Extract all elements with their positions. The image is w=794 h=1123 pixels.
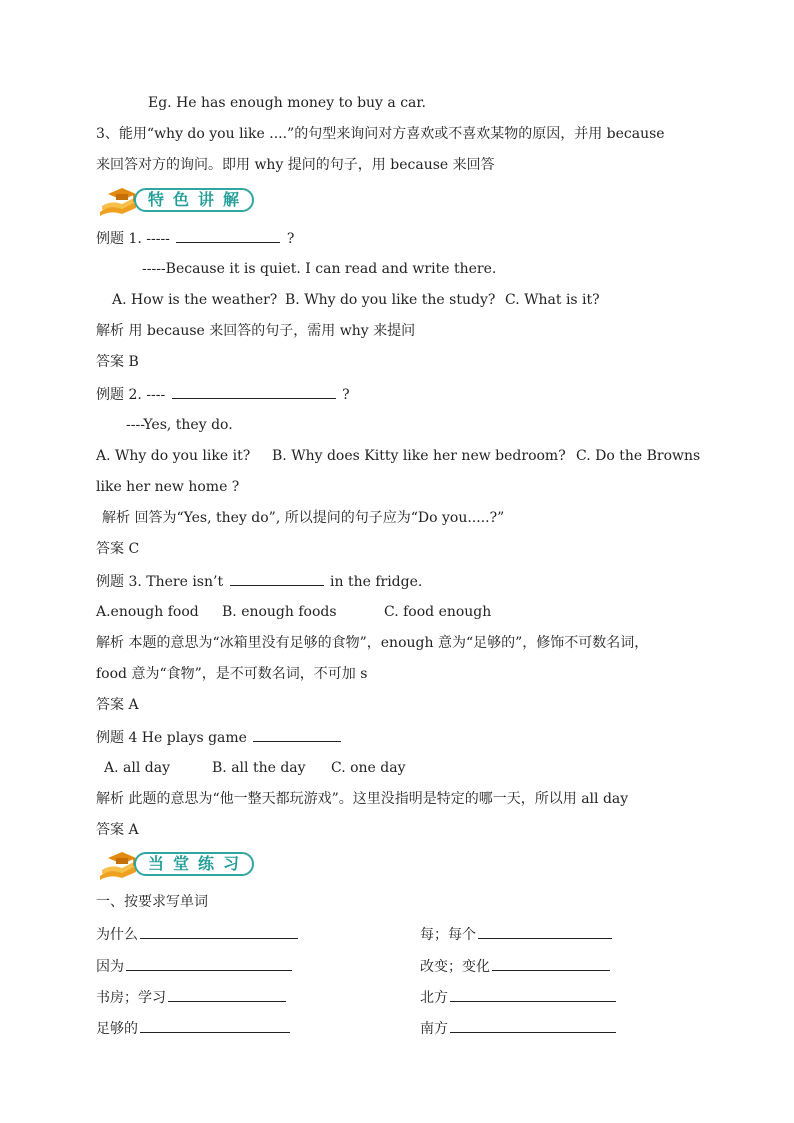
word-row-left-2 xyxy=(96,956,294,977)
example-3-analysis-line1: 解析 本题的意思为“冰箱里没有足够的食物”，enough 意为“足够的”，修饰不可数名词， xyxy=(96,635,649,651)
example-3-option-b: B. enough foods xyxy=(222,604,337,620)
word-row-right-1 xyxy=(420,924,614,945)
example-4-option-a: A. all day xyxy=(104,760,170,776)
word-answer-blank[interactable] xyxy=(450,1018,616,1033)
example-1-option-b: B. Why do you like the study? xyxy=(285,292,496,308)
example-2-prefix: 例题 2. ---- xyxy=(96,387,166,403)
example-2-blank[interactable] xyxy=(172,384,336,399)
word-row-left-3 xyxy=(96,987,288,1008)
word-prompt: 书房；学习 xyxy=(96,990,166,1006)
example-2-analysis: 解析 回答为“Yes, they do”, 所以提问的句子应为“Do you.....?” xyxy=(102,510,505,526)
example-2-option-c-continued: like her new home ? xyxy=(96,479,240,495)
example-4-answer: 答案 A xyxy=(96,822,139,838)
example-1-reply: -----Because it is quiet. I can read and write there. xyxy=(142,261,497,277)
practice-heading: 一、按要求写单词 xyxy=(96,894,208,910)
example-1-analysis: 解析 用 because 来回答的句子，需用 why 来提问 xyxy=(96,323,416,339)
example-3-blank[interactable] xyxy=(230,571,324,586)
section-banner-practice xyxy=(96,846,266,882)
example-3-option-a: A.enough food xyxy=(96,604,199,620)
example-3-prefix: 例题 3. There isn’t xyxy=(96,574,224,590)
example-1-answer: 答案 B xyxy=(96,354,139,370)
word-row-right-2 xyxy=(420,956,612,977)
section-banner-features xyxy=(96,182,266,218)
banner-title: 当堂练习 xyxy=(134,852,254,876)
example-2-option-b: B. Why does Kitty like her new bedroom? xyxy=(272,448,566,464)
example-4-question xyxy=(96,727,343,748)
example-3-option-c: C. food enough xyxy=(384,604,492,620)
word-row-right-3 xyxy=(420,987,618,1008)
example-1-option-c: C. What is it? xyxy=(505,292,600,308)
example-sentence: Eg. He has enough money to buy a car. xyxy=(148,95,426,111)
word-prompt: 足够的 xyxy=(96,1021,138,1037)
word-prompt: 南方 xyxy=(420,1021,448,1037)
example-4-option-c: C. one day xyxy=(331,760,406,776)
example-1-option-a: A. How is the weather? xyxy=(112,292,278,308)
example-1-prefix: 例题 1. ----- xyxy=(96,231,170,247)
example-1-question xyxy=(96,228,294,249)
example-4-blank[interactable] xyxy=(253,727,341,742)
example-4-prefix: 例题 4 He plays game xyxy=(96,730,247,746)
example-2-option-a: A. Why do you like it? xyxy=(96,448,251,464)
word-answer-blank[interactable] xyxy=(492,956,610,971)
word-answer-blank[interactable] xyxy=(126,956,292,971)
word-prompt: 北方 xyxy=(420,990,448,1006)
example-3-question xyxy=(96,571,422,592)
word-answer-blank[interactable] xyxy=(140,1018,290,1033)
banner-title: 特色讲解 xyxy=(134,188,254,212)
word-prompt: 为什么 xyxy=(96,927,138,943)
word-answer-blank[interactable] xyxy=(140,924,298,939)
example-3-answer: 答案 A xyxy=(96,697,139,713)
example-3-suffix: in the fridge. xyxy=(330,574,423,590)
word-answer-blank[interactable] xyxy=(450,987,616,1002)
example-1-blank[interactable] xyxy=(176,228,280,243)
grammar-point-3-line1: 3、能用“why do you like ....”的句型来询问对方喜欢或不喜欢某物的原因，并用 because xyxy=(96,126,665,142)
word-row-left-1 xyxy=(96,924,300,945)
grammar-point-3-line2: 来回答对方的询问。即用 why 提问的句子，用 because 来回答 xyxy=(96,157,495,173)
example-2-suffix: ? xyxy=(342,387,350,403)
word-prompt: 改变；变化 xyxy=(420,959,490,975)
example-2-option-c: C. Do the Browns xyxy=(576,448,701,464)
example-3-analysis-line2: food 意为“食物”，是不可数名词，不可加 s xyxy=(96,666,368,682)
example-2-question xyxy=(96,384,350,405)
word-row-right-4 xyxy=(420,1018,618,1039)
word-answer-blank[interactable] xyxy=(478,924,612,939)
example-4-option-b: B. all the day xyxy=(212,760,306,776)
word-prompt: 因为 xyxy=(96,959,124,975)
word-answer-blank[interactable] xyxy=(168,987,286,1002)
word-prompt: 每；每个 xyxy=(420,927,476,943)
example-4-analysis: 解析 此题的意思为“他一整天都玩游戏”。这里没指明是特定的哪一天，所以用 all day xyxy=(96,791,629,807)
example-1-suffix: ? xyxy=(286,231,295,247)
example-2-reply: ----Yes, they do. xyxy=(126,417,233,433)
word-row-left-4 xyxy=(96,1018,292,1039)
example-2-answer: 答案 C xyxy=(96,541,140,557)
